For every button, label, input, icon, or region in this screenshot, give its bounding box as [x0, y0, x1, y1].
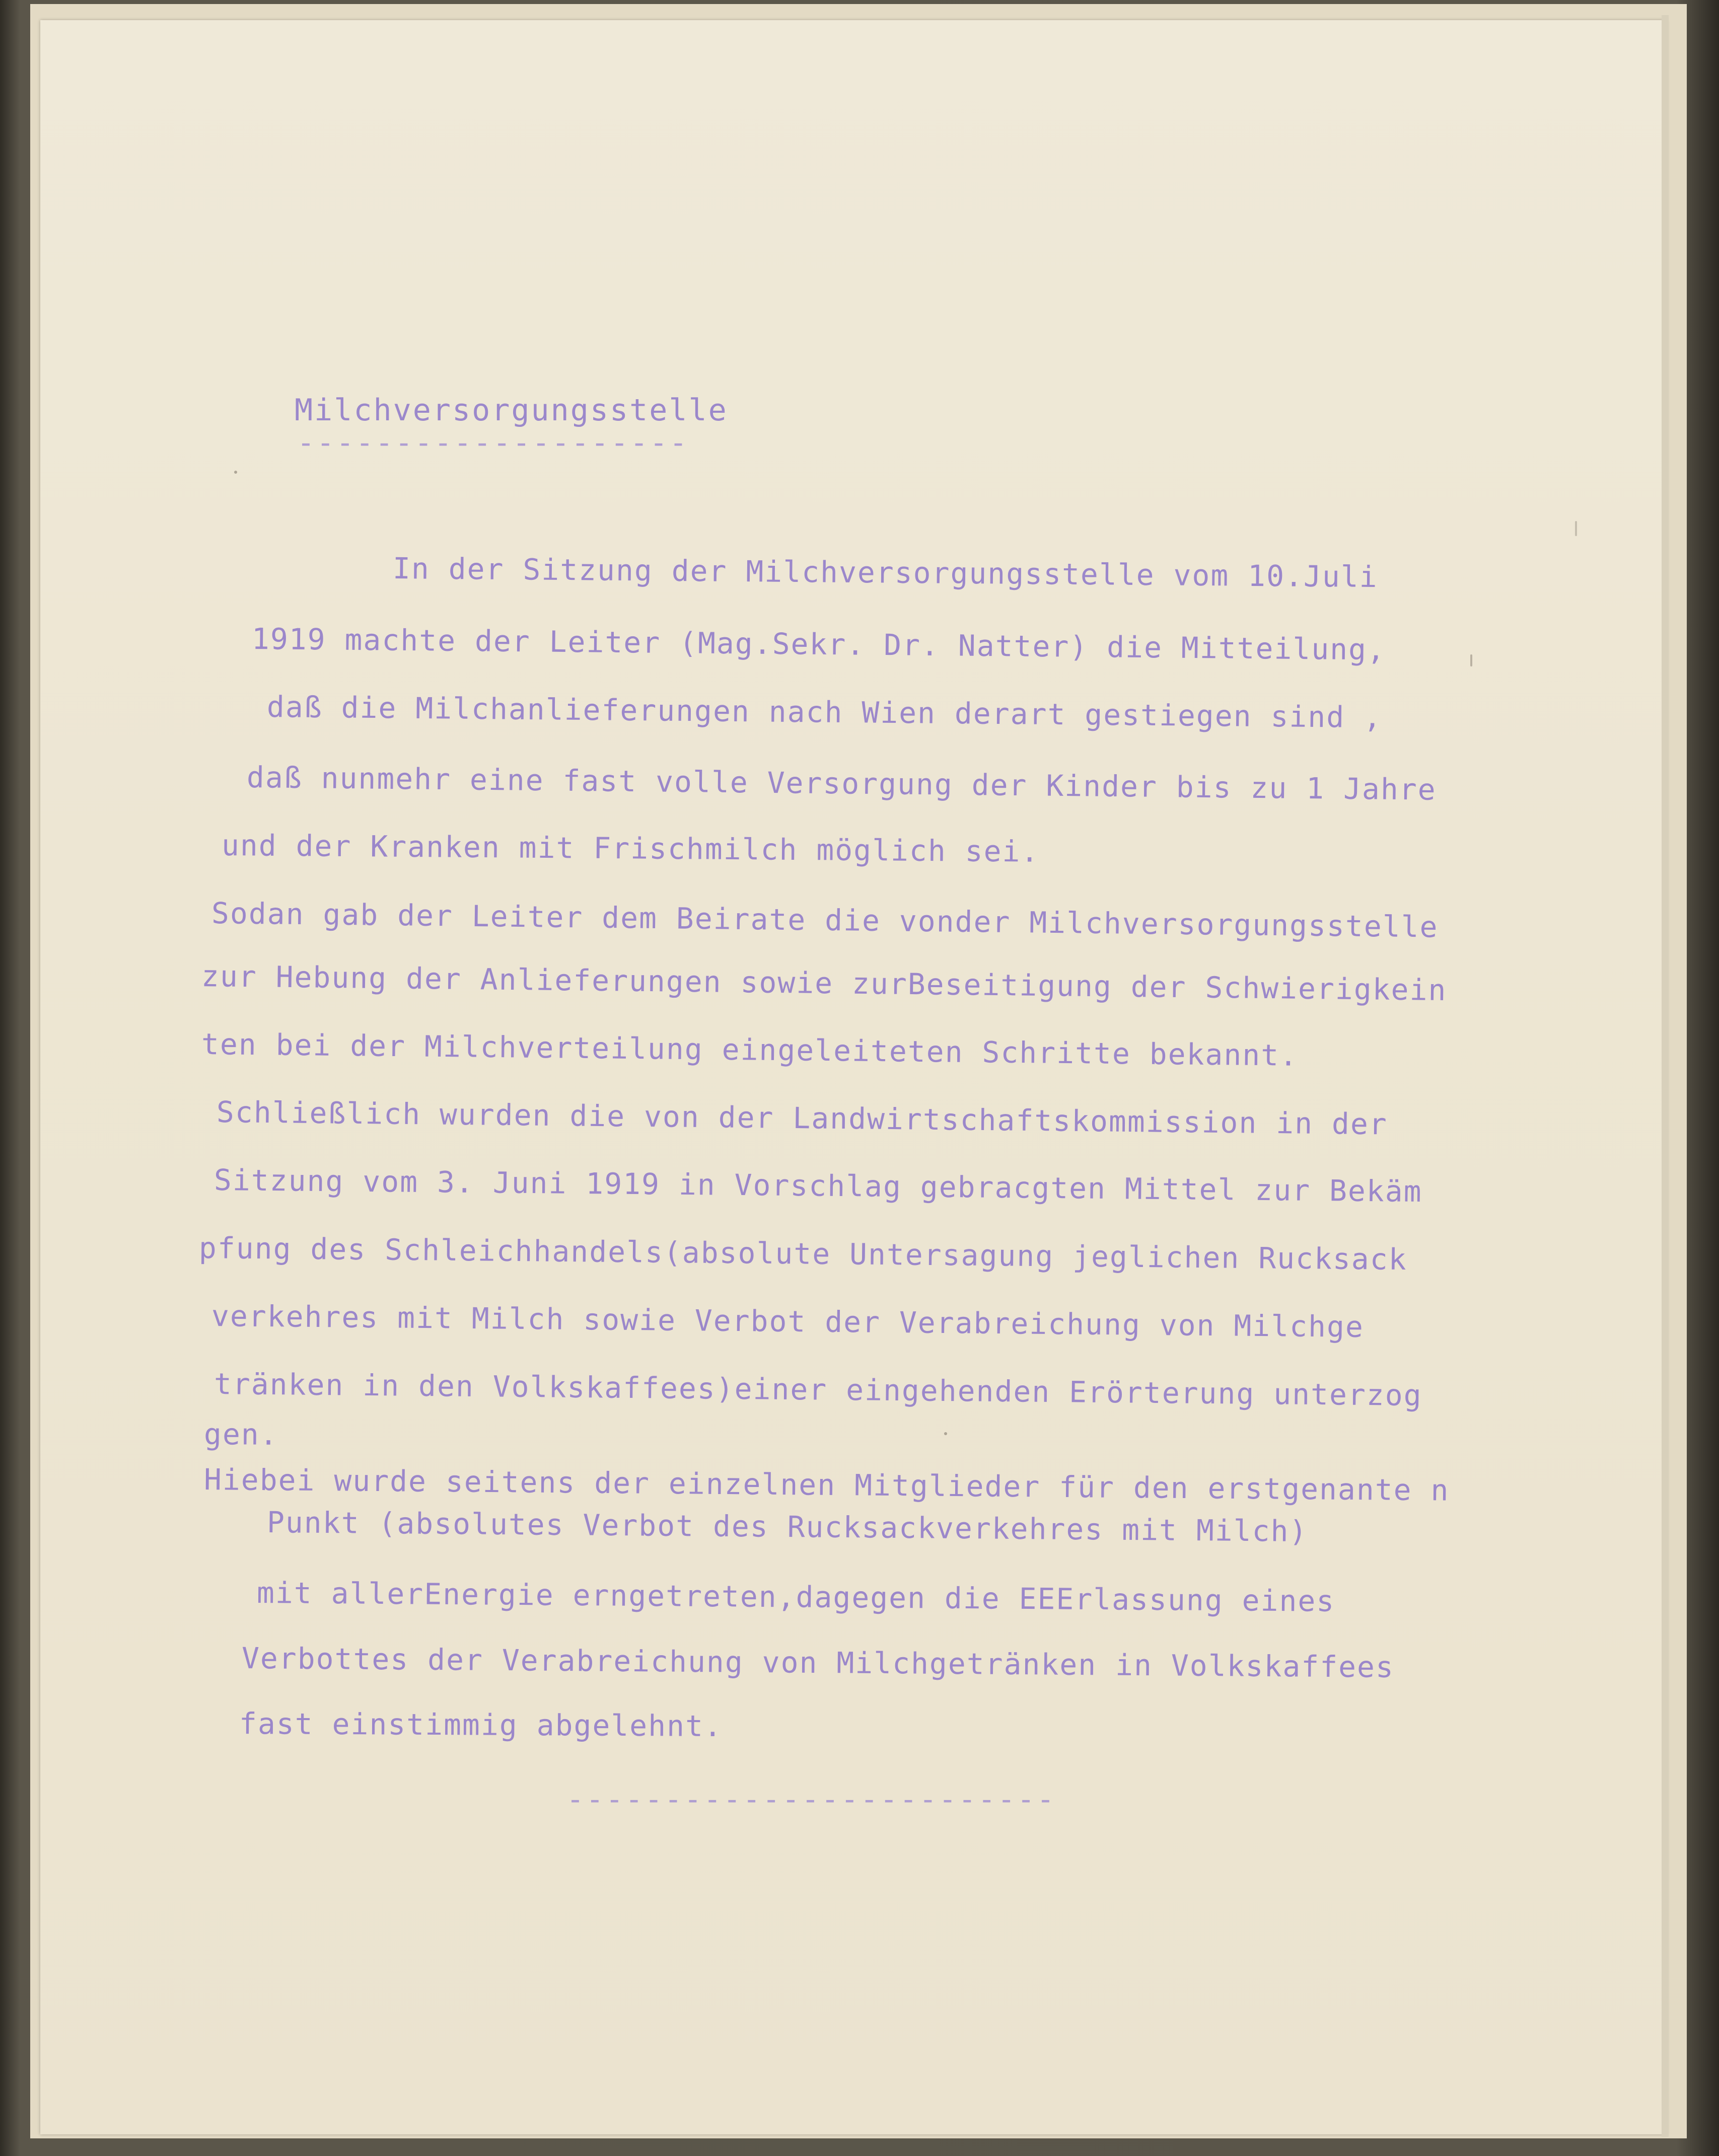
paper-mark	[1575, 521, 1577, 536]
text-line: 1919 machte der Leiter (Mag.Sekr. Dr. Natter) die Mitteilung,	[251, 622, 1386, 667]
text-line: und der Kranken mit Frischmilch möglich sei.	[221, 828, 1040, 869]
page-edge	[1662, 15, 1669, 2137]
text-line: mit allerEnergie erngetreten,dagegen die EEErlassung eines	[256, 1576, 1335, 1618]
text-line: verkehres mit Milch sowie Verbot der Verabreichung von Milchge	[211, 1299, 1365, 1344]
text-line: tränken in den Volkskaffees)einer eingehenden Erörterung unterzog	[213, 1367, 1422, 1413]
text-line: Verbottes der Verabreichung von Milchgetränken in Volkskaffees	[241, 1641, 1395, 1684]
text-line: Hiebei wurde seitens der einzelnen Mitglieder für den erstgenante n	[203, 1462, 1450, 1508]
document-heading: Milchversorgungsstelle	[295, 393, 728, 428]
text-line: fast einstimmig abgelehnt.	[239, 1706, 723, 1744]
text-line: gen.	[203, 1417, 278, 1452]
heading-underline: --------------------	[297, 425, 689, 460]
text-line: daß die Milchanlieferungen nach Wien derart gestiegen sind ,	[266, 690, 1383, 735]
text-line: daß nunmehr eine fast volle Versorgung der Kinder bis zu 1 Jahre	[246, 760, 1437, 807]
text-line: ten bei der Milchverteilung eingeleiteten Schritte bekannt.	[201, 1027, 1299, 1073]
document-page	[40, 20, 1667, 2134]
text-line: zur Hebung der Anlieferungen sowie zurBeseitigung der Schwierigkein	[201, 959, 1447, 1008]
text-line: pfung des Schleichhandels(absolute Untersagung jeglichen Rucksack	[198, 1231, 1407, 1277]
closing-rule: -------------------------	[566, 1782, 1056, 1816]
paper-mark	[1470, 654, 1472, 666]
text-line: Punkt (absolutes Verbot des Rucksackverkehres mit Milch)	[266, 1505, 1308, 1549]
text-line: Sitzung vom 3. Juni 1919 in Vorschlag gebracgten Mittel zur Bekäm	[213, 1163, 1422, 1209]
text-line: In der Sitzung der Milchversorgungsstelle vom 10.Juli	[392, 551, 1378, 594]
paper-speck	[944, 1432, 947, 1435]
text-line: Schließlich wurden die von der Landwirtschaftskommission in der	[216, 1095, 1388, 1142]
paper-speck	[234, 471, 237, 474]
text-line: Sodan gab der Leiter dem Beirate die vonder Milchversorgungsstelle	[211, 896, 1439, 944]
